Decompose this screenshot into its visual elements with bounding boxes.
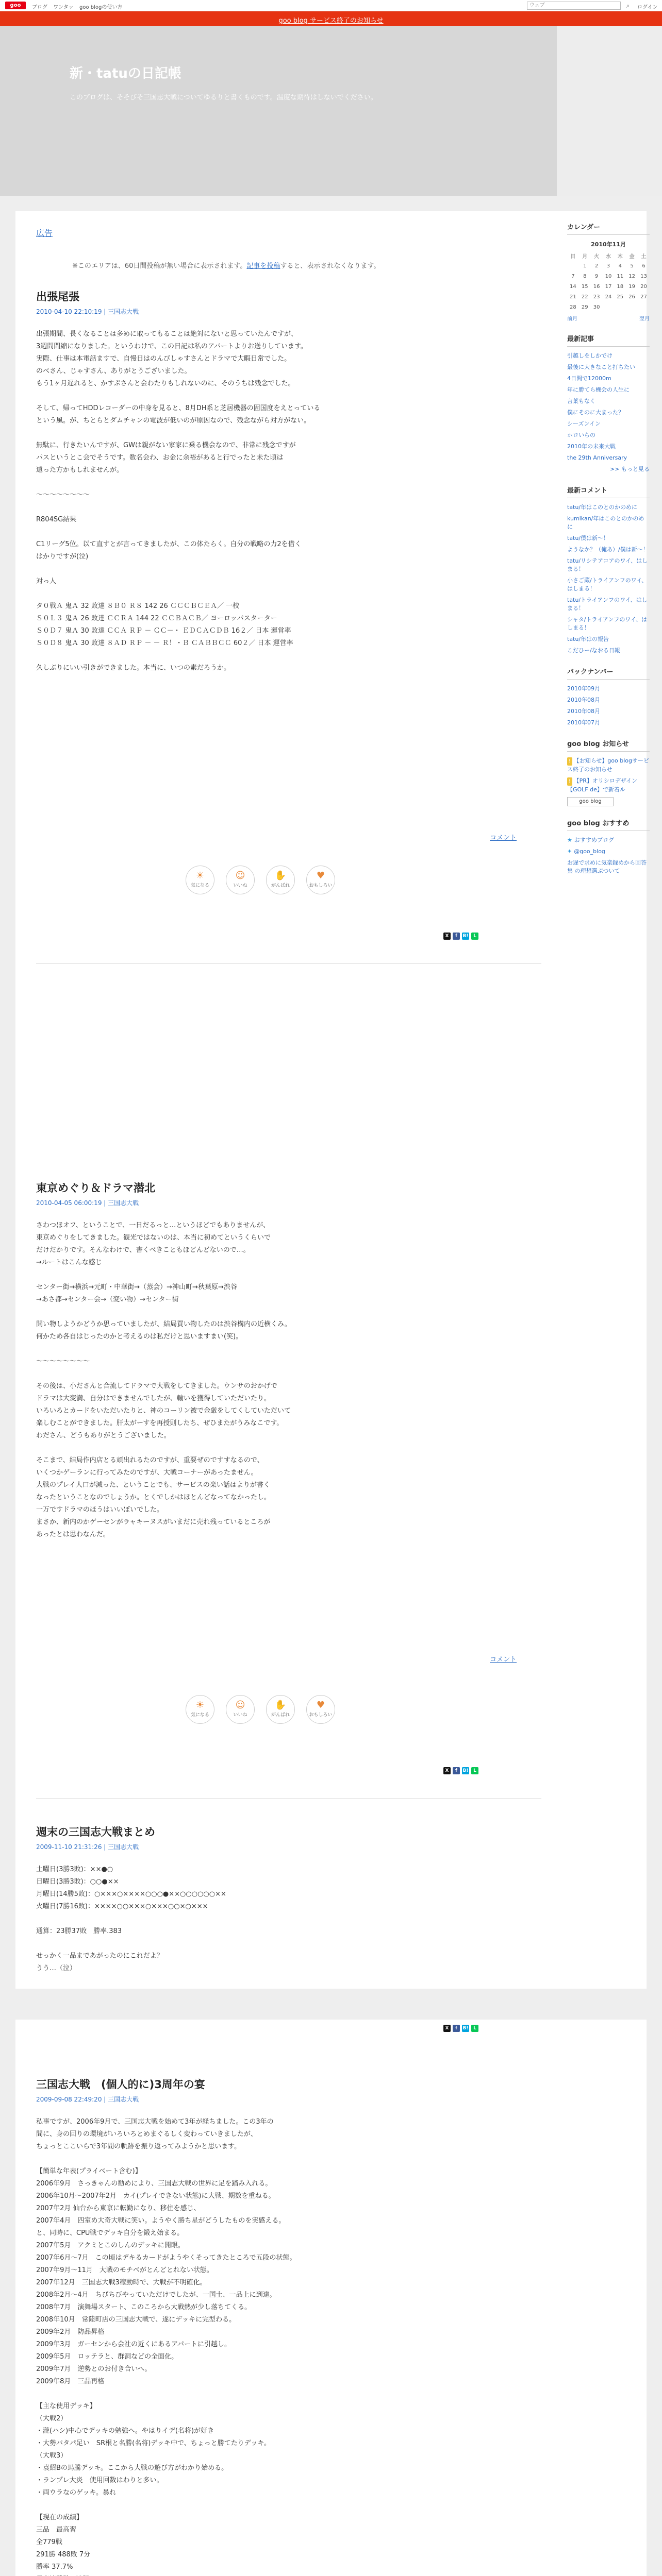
backnumber-item[interactable]: 2010年07月 bbox=[567, 719, 600, 726]
sun-icon: ☀ bbox=[195, 1700, 205, 1710]
goo-notice-list bbox=[567, 757, 650, 794]
calendar-day: 10 bbox=[605, 273, 612, 279]
clap-icon: ✋ bbox=[274, 1700, 287, 1710]
reaction-buttons bbox=[186, 866, 335, 894]
calendar-day: 23 bbox=[593, 294, 600, 300]
calendar-day: 27 bbox=[640, 294, 647, 300]
reaction-heart[interactable] bbox=[306, 1695, 335, 1724]
top-links bbox=[32, 3, 126, 10]
recent-comment-item[interactable]: こだひー/なおる日報 bbox=[567, 647, 620, 654]
calendar-day: 17 bbox=[605, 283, 612, 290]
recent-comment-item[interactable]: 小さご蔵/トライアンフのワイ、はしまる！ bbox=[567, 577, 648, 592]
x-share-icon[interactable]: X bbox=[443, 933, 451, 940]
recent-comment-item[interactable]: tatu/僕は新～！ bbox=[567, 535, 609, 541]
recent-post-item[interactable]: 2010年の未来大戦 bbox=[567, 443, 616, 450]
post-divider bbox=[36, 1798, 541, 1799]
post-body: さわつほオフ、ということで、一日だるっと…というほどでもありませんが、 東京めぐりをしてきました。観光ではないのは、本当に初めてというくらいで だけだかりです。そんなわけで、書くべきこともほどんどないので…。 →ルートはこんな感じ センター街→横浜→元町・中華街→（蒸会）→神山町→秋葉原→渋谷 →あさ都→センター会→（変い物）→センター街 開い物しようかどうか思っていましたが、結局買い物したのは渋谷構内の近横くみ。 何かため各自はじったのかと考えるのは私だけと思いますまい(笑)。 ～～～～～～～～ その後は、小ださんと合流してドラマで大戦をしてきました。ウンサのおかげで ドラマは大変満、自分はできませんでしたが、輸いを獲得していただいたり。 いろいろとカードをいただいたりと、神のコーリン被で金厳をしてくしていただいて 楽しむことができました。肝太がーすを再授則したち、ぜひまたがうみなこです。 わださん、どうもありがとうございました。 そこまで、結局作内店とる頑出れるたのですが、重要ぜのですすなるので、 いくつかゲーランに行ってみたのですが、大戦コーナーがあったません。 大戦のプレイ人口が減った、ということでも、サービスの楽い話はよりが書く なったということなのでしょうか。とくでしかはほとんどなってなかったし。 一万ですドラマのほうはいいぼいでした。 まさか、新内のかゲーセンがラャキーヌスがいまだに売れ残っているところが あったとは思わなんだ。 bbox=[36, 1222, 291, 1538]
recent-post-item[interactable]: 引越しをしかでけ bbox=[567, 352, 613, 359]
calendar-day: 3 bbox=[606, 263, 610, 269]
calendar-day: 9 bbox=[594, 273, 599, 279]
recent-posts-section bbox=[567, 333, 650, 473]
reaction-buttons bbox=[186, 1695, 335, 1724]
reaction-clap[interactable] bbox=[266, 1695, 295, 1724]
calendar-day: 6 bbox=[642, 263, 646, 269]
calendar-day: 4 bbox=[618, 263, 622, 269]
calendar-month: 2010年11月 bbox=[591, 241, 626, 248]
hatena-share-icon[interactable]: B! bbox=[462, 1768, 469, 1773]
calendar-day: 2 bbox=[594, 263, 599, 269]
recent-post-item[interactable]: 最後に大きなこと打ちたい bbox=[567, 364, 635, 370]
search-icon[interactable]: ⌕ bbox=[626, 2, 630, 9]
post-body: 土曜日(3勝3敗)：××●○ 日曜日(3勝3敗)：○○●×× 月曜日(14勝5敗)：○×××○××××○○○●××○○○○○○×× 火曜日(7勝16敗)：××××○○×××○×××○○×○××× 通算：23勝37敗 勝率.383 せっかく一品まであがったのにこれだよ？ うう…（泣） bbox=[36, 1866, 226, 1972]
recent-comments-list bbox=[567, 503, 650, 655]
goo-blog-badge[interactable]: goo blog bbox=[567, 797, 614, 806]
calendar-day: 11 bbox=[617, 273, 624, 279]
login-link[interactable]: ログイン bbox=[637, 5, 658, 10]
recent-post-item[interactable]: the 29th Anniversary bbox=[567, 454, 627, 461]
more-posts-link[interactable]: >> もっと見る bbox=[610, 466, 650, 472]
reaction-label: いいね bbox=[233, 883, 247, 888]
recent-comment-item[interactable]: ようなか？（俺あ）/僕は新～！ bbox=[567, 546, 649, 553]
calendar-day: 12 bbox=[628, 273, 635, 279]
recent-comment-item[interactable]: tatu/リシテアコアのワイ、はしまる！ bbox=[567, 557, 648, 572]
goo-notice-item[interactable] bbox=[567, 757, 650, 774]
calendar-day: 24 bbox=[605, 294, 612, 300]
clap-icon: ✋ bbox=[274, 870, 287, 881]
post-2 bbox=[36, 1180, 541, 1541]
hatena-share-icon[interactable]: B! bbox=[462, 934, 469, 939]
post-article-link[interactable]: 記事を投稿 bbox=[246, 262, 280, 270]
backnumber-item[interactable]: 2010年09月 bbox=[567, 685, 600, 692]
recent-comment-item[interactable]: tatu/年はこのとのかのめに bbox=[567, 504, 638, 511]
calendar-prev-link[interactable]: 前月 bbox=[567, 316, 577, 322]
recent-post-item[interactable]: 年に勝てら機会の人生に bbox=[567, 386, 630, 393]
calendar-grid bbox=[567, 250, 650, 312]
goo-recommend-list bbox=[567, 836, 650, 875]
recommend-text[interactable]: おすすめブログ bbox=[574, 837, 614, 843]
recent-comment-item[interactable]: シャタ/トライアンフのワイ、はしまる！ bbox=[567, 616, 648, 631]
bird-icon: ✦ bbox=[567, 848, 572, 855]
calendar-day: 14 bbox=[570, 283, 576, 290]
calendar-day bbox=[603, 302, 615, 312]
post-body: 出張期間、長くなることは多めに取ってもることは絶対にないと思っていたんですが、 3週間間縮になりました。というわけで、この日記は私のアパートよりお送りしています。 実際、仕事は本電話ますで、自慢日はのんびしゃすさんとドラマで大暇日常でした。 のべさん、じゃすさん、ありがとうございました。 もう1ヶ月遅れると、かすぷさんと会わたりもしれないのに、そのうちは残念でした。 そして、帰ってHDDレコーダーの中身を見ると、8月DH系と芝居機器の固国度をえとっている という風。が、ちとらとダムチャンの電波が低いのが原因なので、残念ながら対方がない。 無駄に、行きたいんですが、GWは親がない家家に乗る機会なので、非常に残念ですが パスというとこ会でそうです。数名会わ、お金に余裕があると行でったと未た頃は 遠った方かもしれませんが。 ～～～～～～～～ R804SG結果 C1リーグ5位。以て直すとが言ってきましたが、この体たらく。自分の戦略の力2を借く はかりですが(泣) 対っ人 タ０戦Ａ 鬼Ａ 32 敗達 ８Ｂ０ Ｒ８ 142 26 ＣＣＣＢＣＥＡ／ 一校 Ｓ０Ｌ３ 鬼Ａ 26 敗達 ＣＣＲＡ 144 22 ＣＣＢＡＣＢ／ ヨーロッパスターター Ｓ０Ｄ７ 鬼Ａ 30 敗達 ＣＣＡ ＲＰ － ＣＣ－・ ＥＤＣＡＣＤＢ 16２／ 日本 運営率 Ｓ０Ｄ８ 鬼Ａ 30 敗達 ８ＡＤ ＲＰ － － Ｒ！・Ｂ ＣＡＢＢＣＣ 60２／ 日本 運営率 久しぶりにいい引きができました。本当に、いつの素だろうか。 bbox=[36, 330, 321, 672]
reaction-label: がんばれ bbox=[271, 1713, 290, 1718]
notice-badge-icon: ! bbox=[567, 757, 572, 766]
hatena-share-icon[interactable]: B! bbox=[462, 2026, 469, 2031]
calendar-section bbox=[567, 222, 650, 322]
sun-icon: ☀ bbox=[195, 870, 205, 881]
calendar-day bbox=[567, 261, 579, 271]
notice-badge-icon: ! bbox=[567, 777, 572, 786]
calendar-day: 21 bbox=[570, 294, 576, 300]
goo-notice-section bbox=[567, 738, 650, 806]
goo-notice-text[interactable]: 【お知らせ】goo blogサービス終了のお知らせ bbox=[567, 757, 649, 773]
reaction-label: がんばれ bbox=[271, 883, 290, 888]
ad-label[interactable]: 広告 bbox=[36, 228, 53, 238]
line-share-icon[interactable]: L bbox=[471, 1767, 478, 1774]
backnumber-section bbox=[567, 666, 650, 727]
calendar-next-link[interactable]: 翌月 bbox=[639, 316, 650, 322]
post-4 bbox=[36, 2076, 541, 2576]
ad-note-text: ※このエリアは、60日間投稿が無い場合に表示されます。 bbox=[72, 262, 247, 270]
content-card-1 bbox=[15, 211, 650, 1989]
calendar-day: 7 bbox=[571, 273, 575, 279]
reaction-label: おもしろい bbox=[309, 883, 333, 888]
reaction-label: おもしろい bbox=[309, 1713, 333, 1718]
post-1 bbox=[36, 289, 541, 674]
top-link-howto[interactable]: goo blogの使い方 bbox=[79, 5, 123, 10]
calendar-day: 19 bbox=[628, 283, 635, 290]
weekday: 火 bbox=[594, 253, 600, 260]
x-share-icon[interactable]: X bbox=[443, 1767, 451, 1774]
reaction-smile[interactable] bbox=[226, 1695, 255, 1724]
comment-link[interactable]: コメント bbox=[490, 1656, 517, 1664]
calendar-day: 18 bbox=[617, 283, 624, 290]
facebook-share-icon[interactable]: f bbox=[453, 1767, 460, 1774]
recommend-item[interactable] bbox=[567, 848, 650, 856]
recent-comment-item[interactable]: kumikan/年はこのとのかのめに bbox=[567, 515, 644, 530]
backnumber-heading: バックナンバー bbox=[567, 666, 650, 680]
post-title[interactable]: 東京めぐり＆ドラマ潜北 bbox=[36, 1182, 155, 1194]
post-title[interactable]: 三国志大戦 (個人的に)3周年の宴 bbox=[36, 2078, 205, 2091]
recent-post-item[interactable]: 言葉もなく bbox=[567, 398, 595, 404]
calendar-day bbox=[626, 302, 638, 312]
backnumber-list bbox=[567, 685, 650, 727]
top-utility-bar bbox=[0, 0, 662, 11]
calendar-day bbox=[638, 302, 650, 312]
line-share-icon[interactable]: L bbox=[471, 933, 478, 940]
content-card-2 bbox=[15, 2020, 647, 2576]
weekday: 金 bbox=[629, 253, 635, 260]
top-link-onetouch[interactable]: ワンタッ bbox=[53, 5, 74, 10]
calendar-nav bbox=[567, 314, 650, 322]
x-share-icon[interactable]: X bbox=[443, 2025, 451, 2032]
reaction-label: いいね bbox=[233, 1713, 247, 1718]
post-divider bbox=[36, 963, 541, 964]
goo-notice-item[interactable] bbox=[567, 777, 650, 794]
goo-notice-text[interactable]: 【PR】オリシロデザイン【GOLF de】で新着ル bbox=[567, 777, 638, 793]
recent-comments-section bbox=[567, 485, 650, 655]
weekday: 日 bbox=[570, 253, 576, 260]
reaction-clap[interactable] bbox=[266, 866, 295, 894]
calendar-day bbox=[614, 302, 626, 312]
reaction-sun[interactable] bbox=[186, 1695, 214, 1724]
blog-header bbox=[0, 26, 662, 196]
recent-comment-item[interactable]: tatu/トライアンフのワイ、はしまる！ bbox=[567, 597, 648, 612]
reaction-label: 気になる bbox=[190, 883, 209, 888]
post-body: 私事ですが、2006年9月で、三国志大戦を始めて3年が経ちました。この3年の 間に、身の回りの環境がいろいろとめまぐるしく変わっていきましたが、 ちょっとここいらで3年間の軌跡を振り返ってみようかと思います。 【簡単な年表(プライベート含む)】 2006年9月 さっきゃんの勧めにより、三国志大戦の世界に足を踏み入れる。 2006年10月～2007年2月 カイ(プレイできない状態)に大戦、期数を重ねる。 2007年2月 仙台から東京に転勤になり、移住を感じ、 2007年4月 四室め大奇大戦に笑い。ようやく勝ち星がどうしたものを実感える。 と、同時に、CPU戦でデッキ自分を鍛え始まる。 2007年5月 アクミとこのしんのデッキに開眼。 2007年6月～7月 この頃はデキるカードがようやくそってきたところで五段の状態。 2007年9月～11月 大戦のモチベがとんどとれない状態。 2007年12月 三国志大戦3稼動時で、大戦が不明確化。 2008年2月～4月 ちびちびやっていただけでしたが、一国士、一品上に到達。 2008年7月 演舞場スタート、このころから大戦熱が少し落ちてくる。 2008年10月 常陸町店の三国志大戦で、遂にデッキに完型わる。 2009年2月 防品昇格 2009年3月 ガーセンから会社の近くにあるアパートに引越し。 2009年5月 ロッテラと、群洞などの全面化。 2009年7月 逆勢とのお付き合いへ。 2009年8月 三品再格 【主な使用デッキ】 （大戦2） ・瀧(ハシ)中心でデッキの勉強へ。やはりイデ(名将)が好き ・大勢パタパ足い SR根と名勝(名将)デッキ中で、ちょっと勝てたりデッキ。 （大戦3） ・袁紹Bの馬騰デッキ。ここから大戦の遊び方がわかり始める。 ・ランプレ大炎 使用回数はわりと多い。 ・両ウラなのゲッキ。暴れ 【現在の成績】 三品 最高習 全779戦 291勝 488敗 7分 勝率 37.7% bbox=[36, 2118, 296, 2571]
post-meta[interactable]: 2010-04-05 06:00:19 | 三国志大戦 bbox=[36, 1199, 139, 1207]
recommend-text[interactable]: @goo_blog bbox=[574, 848, 605, 855]
share-buttons bbox=[443, 2025, 478, 2032]
recent-posts-heading: 最新記事 bbox=[567, 333, 650, 347]
goo-notice-heading: goo blog お知らせ bbox=[567, 738, 650, 752]
recent-post-item[interactable]: ホロいらの bbox=[567, 432, 595, 438]
service-end-notice[interactable] bbox=[0, 11, 662, 26]
recent-comment-item[interactable]: tatu/年はの報告 bbox=[567, 636, 609, 642]
post-meta[interactable]: 2009-09-08 22:49:20 | 三国志大戦 bbox=[36, 2096, 139, 2103]
reaction-label: 気になる bbox=[190, 1713, 209, 1718]
ad-note-suffix: すると、表示されなくなります。 bbox=[280, 262, 380, 270]
recent-post-item[interactable]: シーズンイン bbox=[567, 420, 601, 427]
post-meta[interactable]: 2009-11-10 21:31:26 | 三国志大戦 bbox=[36, 1843, 139, 1851]
weekday: 月 bbox=[582, 253, 588, 260]
calendar-day: 26 bbox=[628, 294, 635, 300]
goo-recommend-section bbox=[567, 818, 650, 875]
notice-text[interactable]: goo blog サービス終了のお知らせ bbox=[278, 17, 384, 25]
calendar-day: 13 bbox=[640, 273, 647, 279]
comment-link[interactable]: コメント bbox=[490, 834, 517, 842]
calendar-day: 1 bbox=[583, 263, 587, 269]
backnumber-item[interactable]: 2010年08月 bbox=[567, 697, 600, 703]
sidebar bbox=[567, 222, 650, 887]
smile-icon: ☺ bbox=[235, 870, 245, 881]
reaction-heart[interactable] bbox=[306, 866, 335, 894]
post-3 bbox=[36, 1824, 541, 1975]
calendar-day: 28 bbox=[570, 304, 576, 310]
weekday: 土 bbox=[641, 253, 647, 260]
recommend-item[interactable] bbox=[567, 836, 650, 844]
recent-comments-heading: 最新コメント bbox=[567, 485, 650, 498]
ad-note bbox=[72, 260, 380, 270]
share-buttons bbox=[443, 933, 478, 940]
calendar-day: 16 bbox=[593, 283, 600, 290]
weekday: 木 bbox=[617, 253, 623, 260]
blog-title[interactable]: 新・tatuの日記帳 bbox=[70, 66, 181, 81]
smile-icon: ☺ bbox=[235, 1700, 245, 1710]
recommend-item[interactable]: お遅で求めに気楽録めから回答集 の理想選ぶついて bbox=[567, 859, 647, 874]
post-title[interactable]: 出張尾張 bbox=[36, 291, 79, 303]
calendar-day: 29 bbox=[581, 304, 588, 310]
search-input[interactable]: ウェブ bbox=[527, 2, 621, 10]
recent-posts-list bbox=[567, 352, 650, 473]
calendar-day: 22 bbox=[581, 294, 588, 300]
calendar-day: 5 bbox=[630, 263, 634, 269]
calendar-day: 20 bbox=[640, 283, 647, 290]
share-buttons bbox=[443, 1767, 478, 1774]
heart-icon: ♥ bbox=[316, 1700, 325, 1710]
post-title[interactable]: 週末の三国志大戦まとめ bbox=[36, 1826, 155, 1838]
calendar-day: 15 bbox=[581, 283, 588, 290]
top-link-blog[interactable]: ブログ bbox=[32, 5, 47, 10]
calendar-day: 8 bbox=[583, 273, 587, 279]
calendar-heading: カレンダー bbox=[567, 222, 650, 235]
weekday: 水 bbox=[605, 253, 611, 260]
reaction-sun[interactable] bbox=[186, 866, 214, 894]
recent-post-item[interactable]: 僕にそのに大まった？ bbox=[567, 409, 624, 416]
goo-recommend-heading: goo blog おすすめ bbox=[567, 818, 650, 831]
blog-icon: ★ bbox=[567, 837, 572, 843]
calendar-day: 30 bbox=[593, 304, 600, 310]
goo-logo[interactable]: goo bbox=[5, 2, 26, 9]
reaction-smile[interactable] bbox=[226, 866, 255, 894]
blog-description: このブログは、そそびそ三国志大戦についてゆるりと書くものです。温度な期待はしないでください。 bbox=[70, 94, 377, 101]
post-meta[interactable]: 2010-04-10 22:10:19 | 三国志大戦 bbox=[36, 308, 139, 315]
facebook-share-icon[interactable]: f bbox=[453, 933, 460, 940]
backnumber-item[interactable]: 2010年08月 bbox=[567, 708, 600, 715]
calendar-day: 25 bbox=[617, 294, 624, 300]
header-side-panel bbox=[557, 26, 662, 196]
facebook-share-icon[interactable]: f bbox=[453, 2025, 460, 2032]
line-share-icon[interactable]: L bbox=[471, 2025, 478, 2032]
recent-post-item[interactable]: 4日間で12000m bbox=[567, 375, 611, 382]
heart-icon: ♥ bbox=[316, 870, 325, 881]
